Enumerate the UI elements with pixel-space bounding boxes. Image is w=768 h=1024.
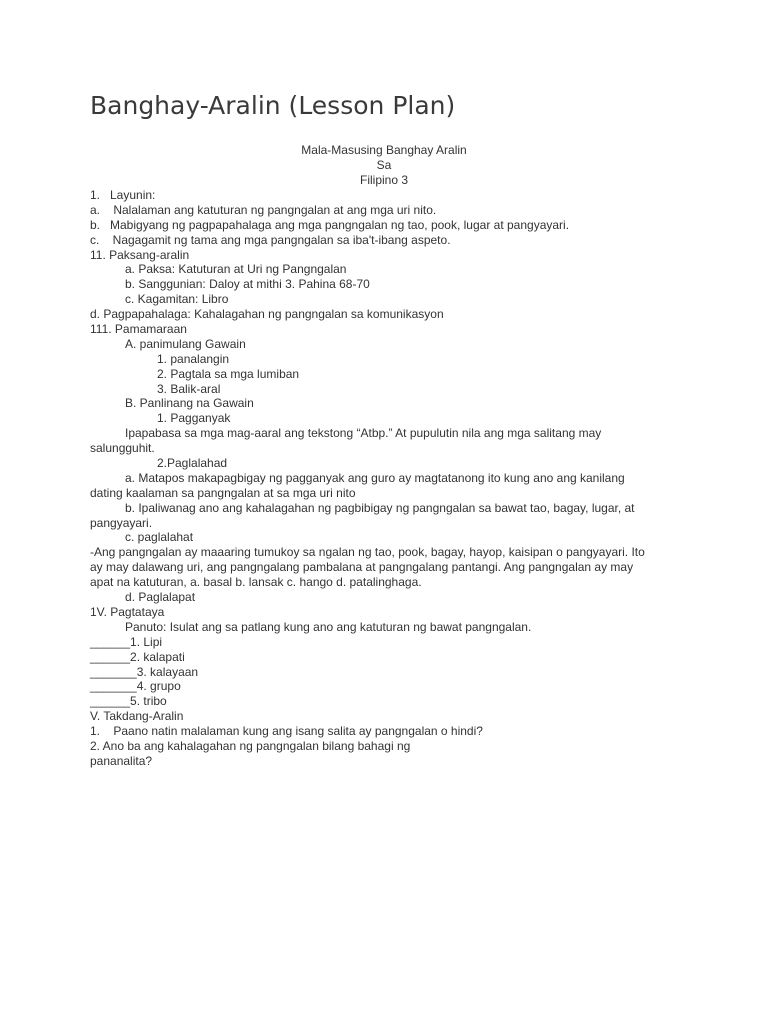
paragraph-line: b. Ipaliwanag ano ang kahalagahan ng pagbibigay ng pangngalan sa bawat tao, bagay, lugar, at (125, 500, 635, 515)
plan-body (0, 188, 768, 769)
procedure-subheading: c. paglalahat (125, 530, 194, 545)
section-heading: 1V. Pagtataya (90, 604, 165, 619)
paragraph-line: ay may dalawang uri, ang pangngalang pambalana at pangngalang pantangi. Ang pangngalan ay may (90, 560, 634, 575)
instruction-line: Panuto: Isulat ang sa patlang kung ano ang katuturan ng bawat pangngalan. (125, 619, 532, 634)
paragraph-line: -Ang pangngalan ay maaaring tumukoy sa ngalan ng tao, pook, bagay, hayop, kaisipan o pangyayari. Ito (90, 545, 645, 560)
quiz-item: ______5. tribo (90, 694, 167, 709)
section-heading: V. Takdang-Aralin (90, 709, 184, 724)
paragraph-line: Ipapabasa sa mga mag-aaral ang tekstong “Atbp.” At pupulutin nila ang mga salitang may (125, 426, 602, 441)
procedure-step: 2.Paglalahad (157, 456, 228, 471)
objective-item: b. Mabigyang ng pagpapahalaga ang mga pangngalan ng tao, pook, lugar at pangyayari. (90, 217, 570, 232)
paragraph-line: apat na katuturan, a. basal b. lansak c. hango d. patalinghaga. (90, 575, 422, 590)
quiz-item: ______2. kalapati (90, 649, 185, 664)
plan-header-line: Mala-Masusing Banghay Aralin (301, 143, 467, 157)
procedure-subheading: d. Paglalapat (125, 590, 196, 605)
homework-item: 2. Ano ba ang kahalagahan ng pangngalan bilang bahagi ng (90, 738, 411, 753)
paragraph-line: dating kaalaman sa pangngalan at sa mga uri nito (90, 485, 356, 500)
paragraph-line: salungguhit. (90, 441, 155, 456)
document-title: Banghay-Aralin (Lesson Plan) (90, 91, 456, 120)
paragraph-line: a. Matapos makapagbigay ng pagganyak ang guro ay magtatanong ito kung ano ang kanilang (125, 470, 625, 485)
procedure-subheading: B. Panlinang na Gawain (125, 396, 254, 411)
plan-header-line: Sa (376, 158, 392, 172)
procedure-step: 1. panalangin (157, 351, 230, 366)
paragraph-line: pangyayari. (90, 515, 153, 530)
objective-item: c. Nagagamit ng tama ang mga pangngalan sa iba't-ibang aspeto. (90, 232, 451, 247)
procedure-subheading: A. panimulang Gawain (125, 336, 246, 351)
subject-item: b. Sanggunian: Daloy at mithi 3. Pahina 68-70 (125, 277, 370, 292)
procedure-step: 3. Balik-aral (157, 381, 221, 396)
quiz-item: ______1. Lipi (90, 634, 163, 649)
section-heading: 11. Paksang-aralin (90, 247, 190, 262)
subject-item: d. Pagpapahalaga: Kahalagahan ng pangngalan sa komunikasyon (90, 307, 444, 322)
section-heading: 1. Layunin: (90, 188, 156, 202)
quiz-item: _______3. kalayaan (90, 664, 199, 679)
subject-item: a. Paksa: Katuturan at Uri ng Pangngalan (125, 262, 347, 277)
procedure-step: 1. Pagganyak (157, 411, 231, 426)
subject-item: c. Kagamitan: Libro (125, 292, 229, 307)
homework-item: 1. Paano natin malalaman kung ang isang salita ay pangngalan o hindi? (90, 724, 483, 739)
quiz-item: _______4. grupo (90, 679, 181, 694)
procedure-step: 2. Pagtala sa mga lumiban (157, 366, 300, 381)
homework-item: pananalita? (90, 753, 153, 768)
plan-header-line: Filipino 3 (359, 173, 409, 187)
section-heading: 111. Pamamaraan (90, 322, 187, 337)
objective-item: a. Nalalaman ang katuturan ng pangngalan at ang mga uri nito. (90, 202, 437, 217)
